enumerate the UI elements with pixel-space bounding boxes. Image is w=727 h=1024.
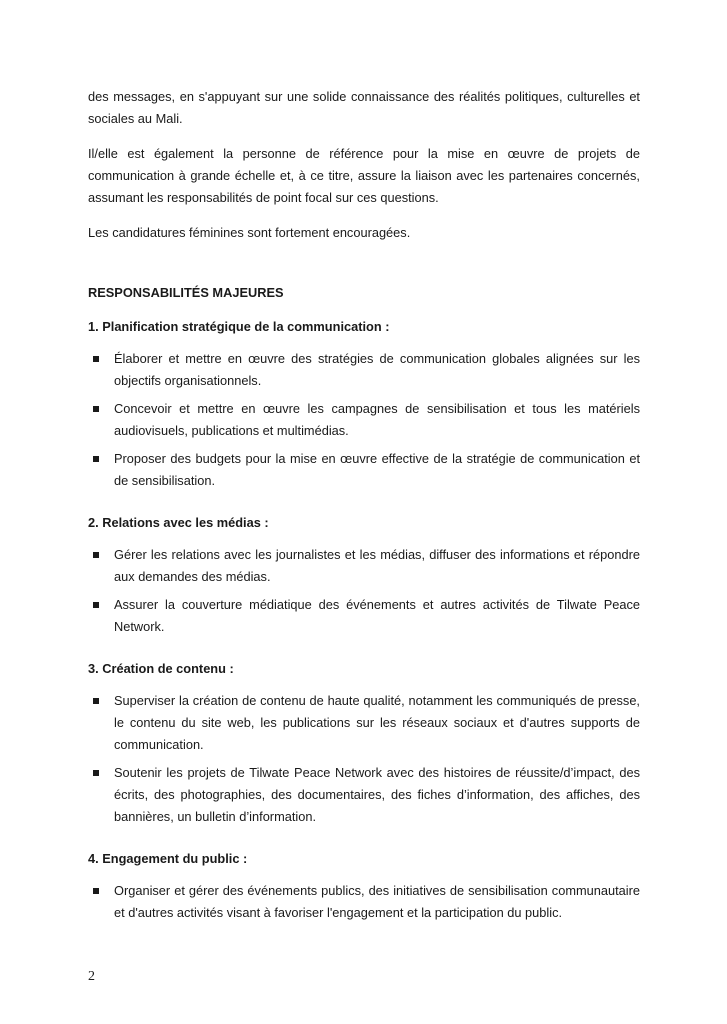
list-item [88, 544, 640, 588]
list-item [88, 762, 640, 828]
list-item [88, 880, 640, 924]
list-item-text: Élaborer et mettre en œuvre des stratégies de communication globales alignées sur les objectifs organisationnels. [114, 351, 640, 388]
square-bullet-icon [93, 356, 99, 362]
square-bullet-icon [93, 770, 99, 776]
list-item-text: Proposer des budgets pour la mise en œuvre effective de la stratégie de communication et de sensibilisation. [114, 451, 640, 488]
group-heading: 3. Création de contenu : [88, 661, 234, 676]
responsibility-group-2 [88, 512, 640, 638]
list-item-text: Superviser la création de contenu de haute qualité, notamment les communiqués de presse, le contenu du site web, les publications sur les réseaux sociaux et d'autres supports de communication. [114, 693, 640, 752]
list-item-text: Assurer la couverture médiatique des événements et autres activités de Tilwate Peace Network. [114, 597, 640, 634]
intro-paragraph-3: Les candidatures féminines sont fortement encouragées. [88, 225, 411, 240]
intro-paragraph-2: Il/elle est également la personne de référence pour la mise en œuvre de projets de communication à grande échelle et, à ce titre, assure la liaison avec les partenaires concernés, assumant les responsabilités de point focal sur ces questions. [88, 146, 640, 205]
bullet-list [88, 348, 640, 492]
responsibility-group-1 [88, 316, 640, 492]
section-title: RESPONSABILITÉS MAJEURES [88, 285, 284, 300]
document-page [88, 86, 640, 944]
list-item [88, 348, 640, 392]
responsibility-group-4 [88, 848, 640, 924]
square-bullet-icon [93, 698, 99, 704]
square-bullet-icon [93, 456, 99, 462]
group-heading: 1. Planification stratégique de la communication : [88, 319, 390, 334]
list-item-text: Soutenir les projets de Tilwate Peace Network avec des histoires de réussite/d’impact, des écrits, des photographies, des documentaires, des fiches d’information, des affiches, des bannières, un bulletin d’information. [114, 765, 640, 824]
list-item [88, 690, 640, 756]
list-item-text: Organiser et gérer des événements publics, des initiatives de sensibilisation communautaire et d'autres activités visant à favoriser l'engagement et la participation du public. [114, 883, 640, 920]
group-heading: 4. Engagement du public : [88, 851, 248, 866]
list-item-text: Concevoir et mettre en œuvre les campagnes de sensibilisation et tous les matériels audiovisuels, publications et multimédias. [114, 401, 640, 438]
responsibility-group-3 [88, 658, 640, 828]
group-heading: 2. Relations avec les médias : [88, 515, 269, 530]
list-item [88, 448, 640, 492]
bullet-list [88, 544, 640, 638]
bullet-list [88, 690, 640, 828]
square-bullet-icon [93, 888, 99, 894]
list-item [88, 594, 640, 638]
list-item-text: Gérer les relations avec les journalistes et les médias, diffuser des informations et répondre aux demandes des médias. [114, 547, 640, 584]
page-number: 2 [88, 969, 95, 984]
square-bullet-icon [93, 406, 99, 412]
list-item [88, 398, 640, 442]
intro-paragraph-1: des messages, en s'appuyant sur une solide connaissance des réalités politiques, culturelles et sociales au Mali. [88, 89, 640, 126]
square-bullet-icon [93, 552, 99, 558]
bullet-list [88, 880, 640, 924]
square-bullet-icon [93, 602, 99, 608]
